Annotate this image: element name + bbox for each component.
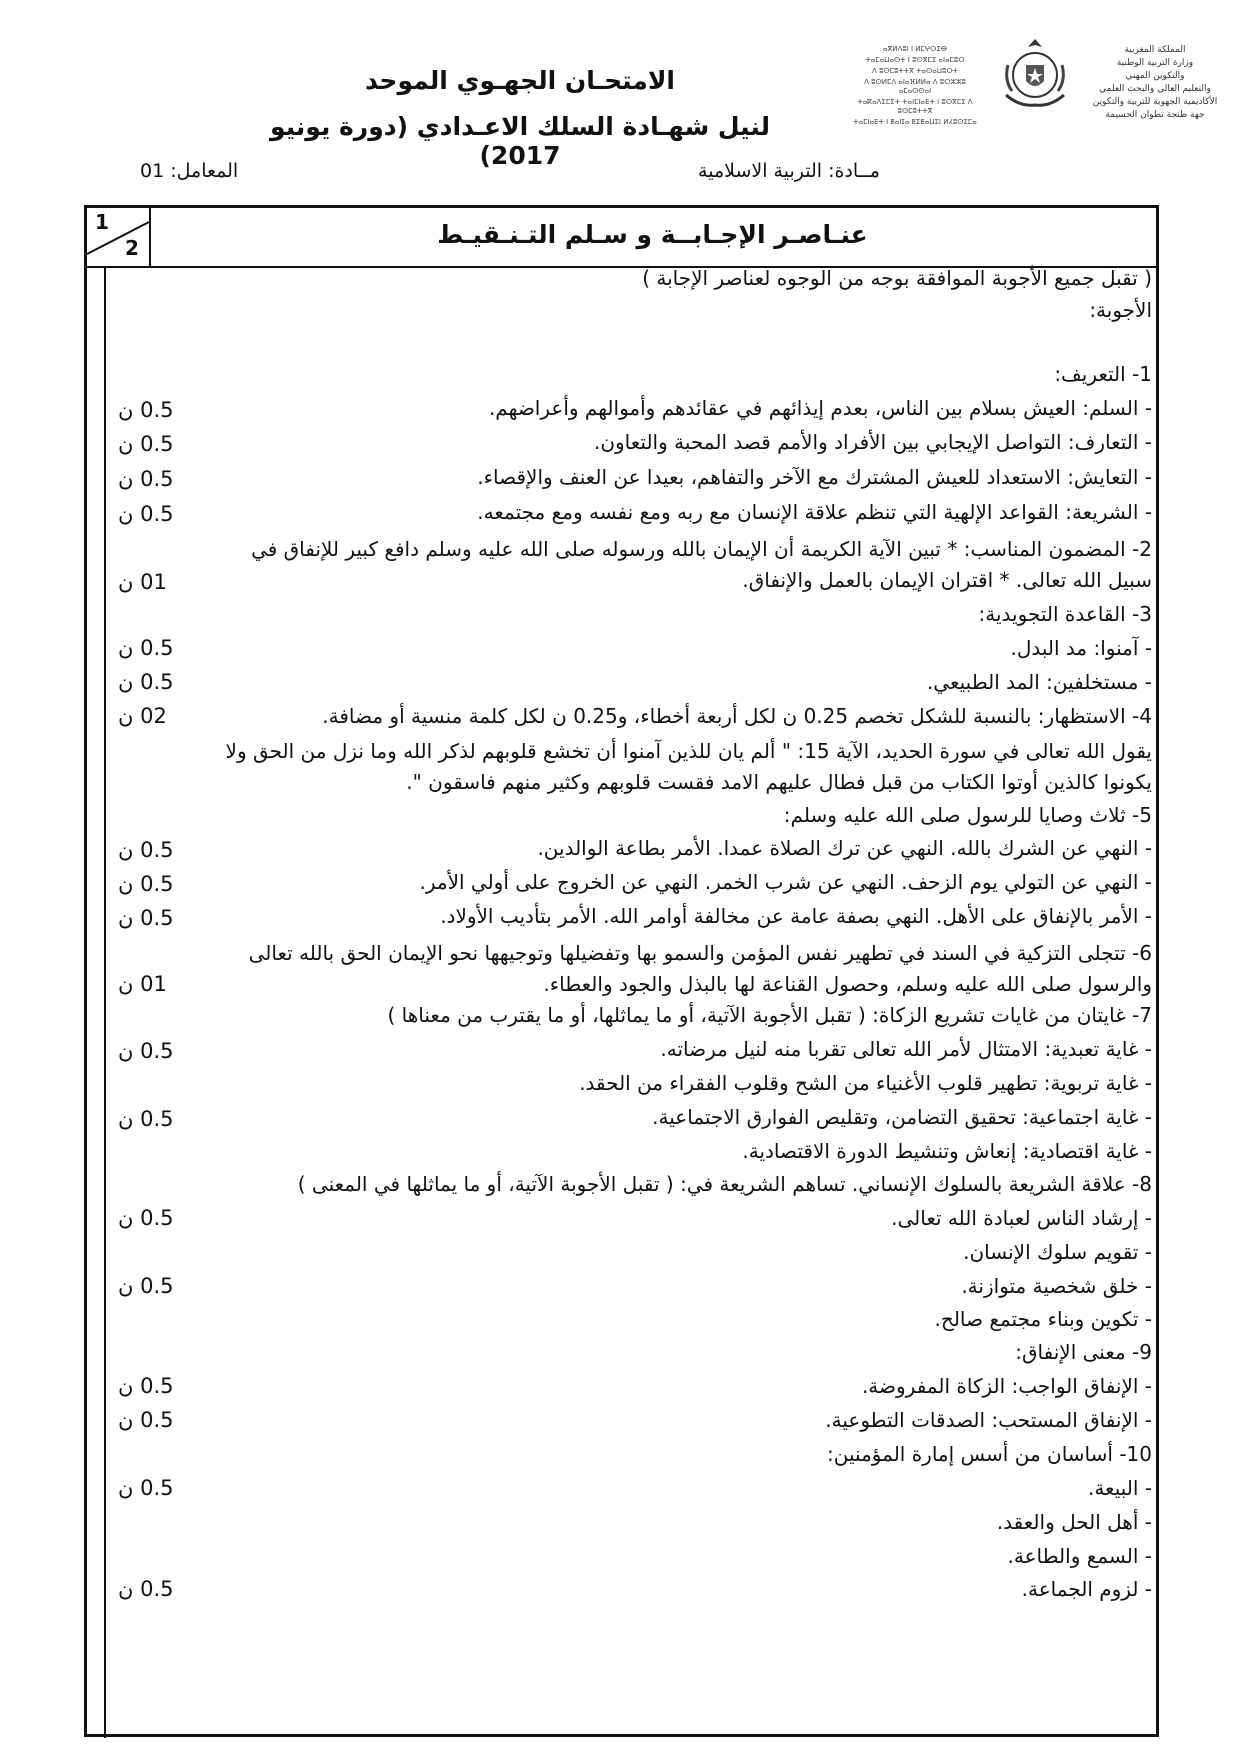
q5-item: - الأمر بالإنفاق على الأهل. النهي بصفة عامة عن مخالفة أوامر الله. الأمر بتأديب الأولاد. — [440, 904, 1152, 928]
q5-heading: 5- ثلاث وصايا للرسول صلى الله عليه وسلم: — [783, 803, 1152, 827]
subject-label: مــادة: التربية الاسلامية — [698, 160, 880, 182]
q3-score: 0.5 ن — [118, 636, 174, 660]
q10-heading: 10- أساسان من أسس إمارة المؤمنين: — [827, 1442, 1152, 1466]
q2-score: 01 ن — [118, 570, 167, 594]
q9-score: 0.5 ن — [118, 1408, 174, 1432]
q7-item: - غاية تربوية: تطهير قلوب الأغنياء من الشح وقلوب الفقراء من الحقد. — [579, 1071, 1152, 1095]
q8-item: - إرشاد الناس لعبادة الله تعالى. — [891, 1206, 1152, 1230]
coefficient-label: المعامل: 01 — [140, 160, 239, 182]
q7-item: - غاية اقتصادية: إنعاش وتنشيط الدورة الاقتصادية. — [742, 1139, 1152, 1163]
q9-item: - الإنفاق الواجب: الزكاة المفروضة. — [861, 1374, 1152, 1398]
q6-score: 01 ن — [118, 972, 167, 996]
q8-score: 0.5 ن — [118, 1274, 174, 1298]
ministry-name-arabic: المملكة المغربية وزارة التربية الوطنية والتكوين المهني والتعليم العالي والبحث العلمي الأكاديمية الجهوية للتربية والتكوين جهة طنجة تطوان الحسيمة — [1092, 45, 1218, 120]
ministry-logo — [850, 35, 1220, 125]
acceptance-note: ( تقبل جميع الأجوبة الموافقة بوجه من الوجوه لعناصر الإجابة ) — [642, 266, 1152, 290]
q1-item: - السلم: العيش بسلام بين الناس، بعدم إيذائهم في عقائدهم وأموالهم وأعراضهم. — [488, 396, 1152, 420]
q9-item: - الإنفاق المستحب: الصدقات التطوعية. — [825, 1408, 1152, 1432]
q7-heading: 7- غايتان من غايات تشريع الزكاة: ( تقبل الأجوبة الآتية، أو ما يماثلها، أو ما يقترب من معناها ) — [387, 1003, 1152, 1027]
page-number-box — [87, 208, 151, 266]
q7-score: 0.5 ن — [118, 1107, 174, 1131]
page-total: 2 — [125, 236, 139, 260]
q1-score: 0.5 ن — [118, 467, 174, 491]
page-current: 1 — [95, 210, 109, 234]
q4-verse-line: يقول الله تعالى في سورة الحديد، الآية 15: " ألم يان للذين آمنوا أن تخشع قلوبهم لذكر الله وما نزل من الحق ولا — [225, 739, 1152, 763]
frame-title: عنـاصـر الإجـابــة و سـلم التـنـقيـط — [437, 220, 868, 249]
q1-score: 0.5 ن — [118, 398, 174, 422]
q5-score: 0.5 ن — [118, 906, 174, 930]
q3-score: 0.5 ن — [118, 670, 174, 694]
ministry-name-tifinagh: ⴰⴳⵍⴷⵓⵏ ⵏ ⵍⵎⵖⵔⵉⴱ ⵜⴰⵎⴰⵡⴰⵙⵜ ⵏ ⵓⵙⴳⵎⵉ ⴰⵏⴰⵎⵓⵔ ⴷ ⵓⵙⵎⵓⵜⵜⴳ ⵜⴰⵙⴰⵡⵓⵔⵜ ⴷ ⵓⵙⵍⵎⴷ ⴰⵏⴰⴼⵍⵍⴰ ⴷ ⵓⵔⵣⵣⵓ ⴰⵎⴰⵙⵙⴰⵏ ⵜⴰⴽⴰⴷⵉⵎⵉⵜ ⵜⴰⵏⵎⵏⴰⴹⵜ ⵏ ⵓⵙⴳⵎⵉ ⴷ ⵓⵙⵎⵓⵜⵜⴳ ⵜⴰⵎⵏⴰⴹⵜ ⵏ ⵟⴰⵏⵊⴰ ⵟⵉⵟⴰⵡⵉⵏ ⵍⵃⵓⵙⵉⵎⴰ — [853, 45, 977, 126]
q7-score: 0.5 ن — [118, 1039, 174, 1063]
q10-item: - السمع والطاعة. — [1007, 1544, 1152, 1568]
answers-label: الأجوبة: — [1089, 298, 1152, 322]
q1-score: 0.5 ن — [118, 432, 174, 456]
q2-line: 2- المضمون المناسب: * تبين الآية الكريمة أن الإيمان بالله ورسوله صلى الله عليه وسلم دافع كبير للإنفاق في — [251, 537, 1152, 561]
q1-score: 0.5 ن — [118, 502, 174, 526]
q7-item: - غاية تعبدية: الامتثال لأمر الله تعالى تقربا منه لنيل مرضاته. — [660, 1037, 1152, 1061]
q10-item: - أهل الحل والعقد. — [996, 1510, 1152, 1534]
q5-item: - النهي عن التولي يوم الزحف. النهي عن شرب الخمر. النهي عن الخروج على أولي الأمر. — [419, 870, 1152, 894]
q10-item: - البيعة. — [1087, 1476, 1152, 1500]
q4-line: 4- الاستظهار: بالنسبة للشكل تخصم 0.25 ن لكل أربعة أخطاء، و0.25 ن لكل كلمة منسية أو مضافة. — [322, 704, 1152, 728]
q5-score: 0.5 ن — [118, 872, 174, 896]
q3-item: - مستخلفين: المد الطبيعي. — [926, 670, 1152, 694]
q5-score: 0.5 ن — [118, 838, 174, 862]
exam-subtitle: لنيل شهـادة السلك الاعـدادي (دورة يونيو 2017) — [270, 112, 770, 170]
q10-item: - لزوم الجماعة. — [1021, 1577, 1152, 1601]
q4-score: 02 ن — [118, 704, 167, 728]
frame-header — [87, 208, 1156, 268]
q8-score: 0.5 ن — [118, 1206, 174, 1230]
q2-line: سبيل الله تعالى. * اقتران الإيمان بالعمل والإنفاق. — [742, 568, 1152, 592]
q9-heading: 9- معنى الإنفاق: — [1015, 1340, 1152, 1364]
q5-item: - النهي عن الشرك بالله. النهي عن ترك الصلاة عمدا. الأمر بطاعة الوالدين. — [537, 836, 1152, 860]
q10-score: 0.5 ن — [118, 1476, 174, 1500]
q7-item: - غاية اجتماعية: تحقيق التضامن، وتقليص الفوارق الاجتماعية. — [652, 1105, 1152, 1129]
q9-score: 0.5 ن — [118, 1374, 174, 1398]
q8-item: - تكوين وبناء مجتمع صالح. — [934, 1307, 1152, 1331]
q10-score: 0.5 ن — [118, 1577, 174, 1601]
q1-item: - التعايش: الاستعداد للعيش المشترك مع الآخر والتفاهم، بعيدا عن العنف والإقصاء. — [477, 465, 1152, 489]
q8-item: - تقويم سلوك الإنسان. — [963, 1240, 1152, 1264]
q6-line: 6- تتجلى التزكية في السند في تطهير نفس المؤمن والسمو بها وتفضيلها وتوجيهها نحو الإيمان الحق بالله تعالى — [248, 941, 1152, 965]
q1-heading: 1- التعريف: — [1054, 362, 1152, 386]
subject-row — [140, 160, 880, 190]
q3-heading: 3- القاعدة التجويدية: — [978, 602, 1152, 626]
coat-of-arms-icon — [1000, 35, 1070, 115]
q3-item: - آمنوا: مد البدل. — [1010, 636, 1152, 660]
q8-item: - خلق شخصية متوازنة. — [961, 1274, 1152, 1298]
margin-line — [104, 266, 106, 1738]
q6-line: والرسول صلى الله عليه وسلم، وحصول القناعة لها بالبذل والجود والعطاء. — [543, 972, 1152, 996]
q4-verse-line: يكونوا كالذين أوتوا الكتاب من قبل فطال عليهم الامد فقست قلوبهم وكثير منهم فاسقون ". — [406, 770, 1152, 794]
q1-item: - الشريعة: القواعد الإلهية التي تنظم علاقة الإنسان مع ربه ومع نفسه ومع مجتمعه. — [477, 500, 1152, 524]
exam-title: الامتحـان الجهـوي الموحد — [364, 66, 676, 95]
q8-heading: 8- علاقة الشريعة بالسلوك الإنساني. تساهم الشريعة في: ( تقبل الأجوبة الآتية، أو ما يماثلها في المعنى ) — [297, 1172, 1152, 1196]
q1-item: - التعارف: التواصل الإيجابي بين الأفراد والأمم قصد المحبة والتعاون. — [593, 430, 1152, 454]
